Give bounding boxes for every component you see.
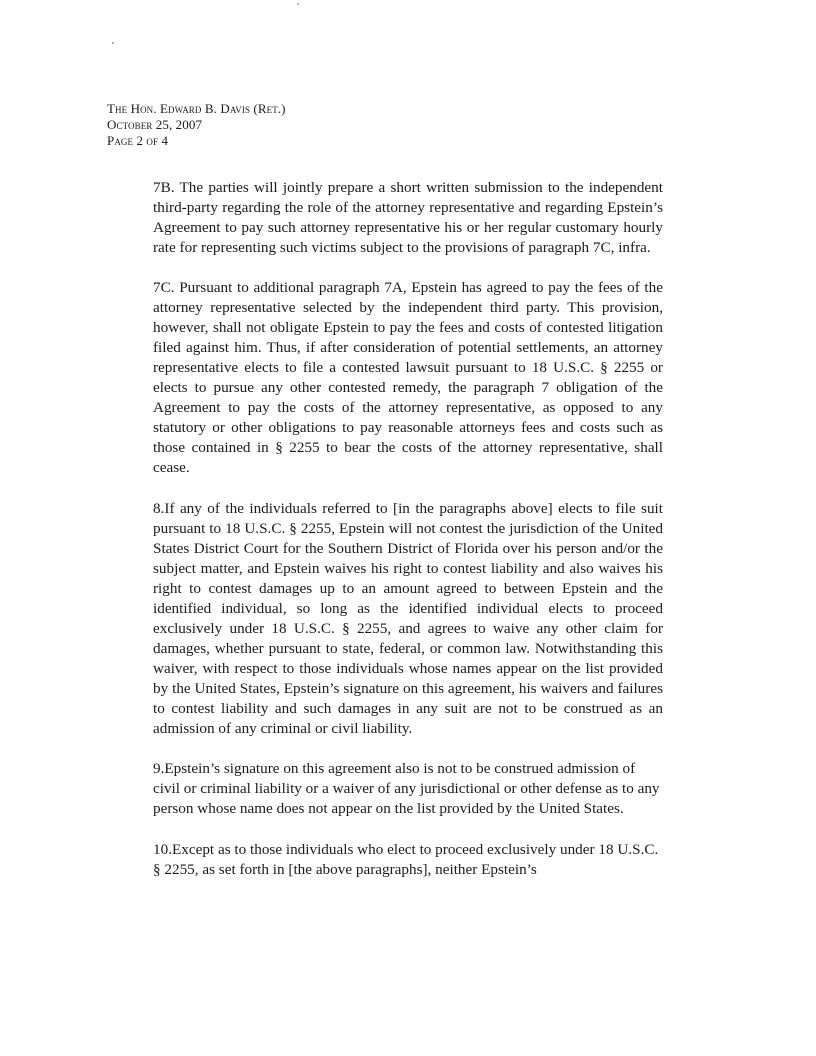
scan-speck (297, 3, 299, 5)
letter-header (107, 101, 286, 149)
paragraph-10: 10.Except as to those individuals who elect to proceed exclusively under 18 U.S.C. § 2255, as set forth in [the above paragraphs], neither Epstein’s (153, 841, 659, 878)
letter-body (153, 178, 663, 902)
paragraph-8: 8.If any of the individuals referred to [in the paragraphs above] elects to file suit pursuant to 18 U.S.C. § 2255, Epstein will not contest the jurisdiction of the United States District Court for the Southern District of Florida over his person and/or the subject matter, and Epstein waives his right to contest liability and also waives his right to contest damages up to an amount agreed to between Epstein and the identified individual, so long as the identified individual elects to proceed exclusively under 18 U.S.C. § 2255, and agrees to waive any other claim for damages, whether pursuant to state, federal, or common law. Notwithstanding this waiver, with respect to those individuals whose names appear on the list provided by the United States, Epstein’s signature on this agreement, his waivers and failures to contest liability and such damages in any suit are not to be construed as an admission of any criminal or civil liability. (153, 500, 663, 737)
header-recipient: The Hon. Edward B. Davis (Ret.) (107, 101, 286, 116)
paragraph-7c: 7C. Pursuant to additional paragraph 7A, Epstein has agreed to pay the fees of the attorney representative selected by the independent third party. This provision, however, shall not obligate Epstein to pay the fees and costs of contested litigation filed against him. Thus, if after consideration of potential settlements, an attorney representative elects to file a contested lawsuit pursuant to 18 U.S.C. § 2255 or elects to pursue any other contested remedy, the paragraph 7 obligation of the Agreement to pay the costs of the attorney representative, as opposed to any statutory or other obligations to pay reasonable attorneys fees and costs such as those contained in § 2255 to bear the costs of the attorney representative, shall cease. (153, 279, 663, 476)
header-date: October 25, 2007 (107, 117, 203, 132)
paragraph-7b: 7B. The parties will jointly prepare a short written submission to the independent third-party regarding the role of the attorney representative and regarding Epstein’s Agreement to pay such attorney representative his or her regular customary hourly rate for representing such victims subject to the provisions of paragraph 7C, infra. (153, 179, 663, 256)
paragraph-9: 9.Epstein’s signature on this agreement also is not to be construed admission of civil or criminal liability or a waiver of any jurisdictional or other defense as to any person whose name does not appear on the list provided by the United States. (153, 760, 660, 817)
header-page-number: Page 2 of 4 (107, 133, 169, 148)
scan-speck (112, 42, 114, 44)
